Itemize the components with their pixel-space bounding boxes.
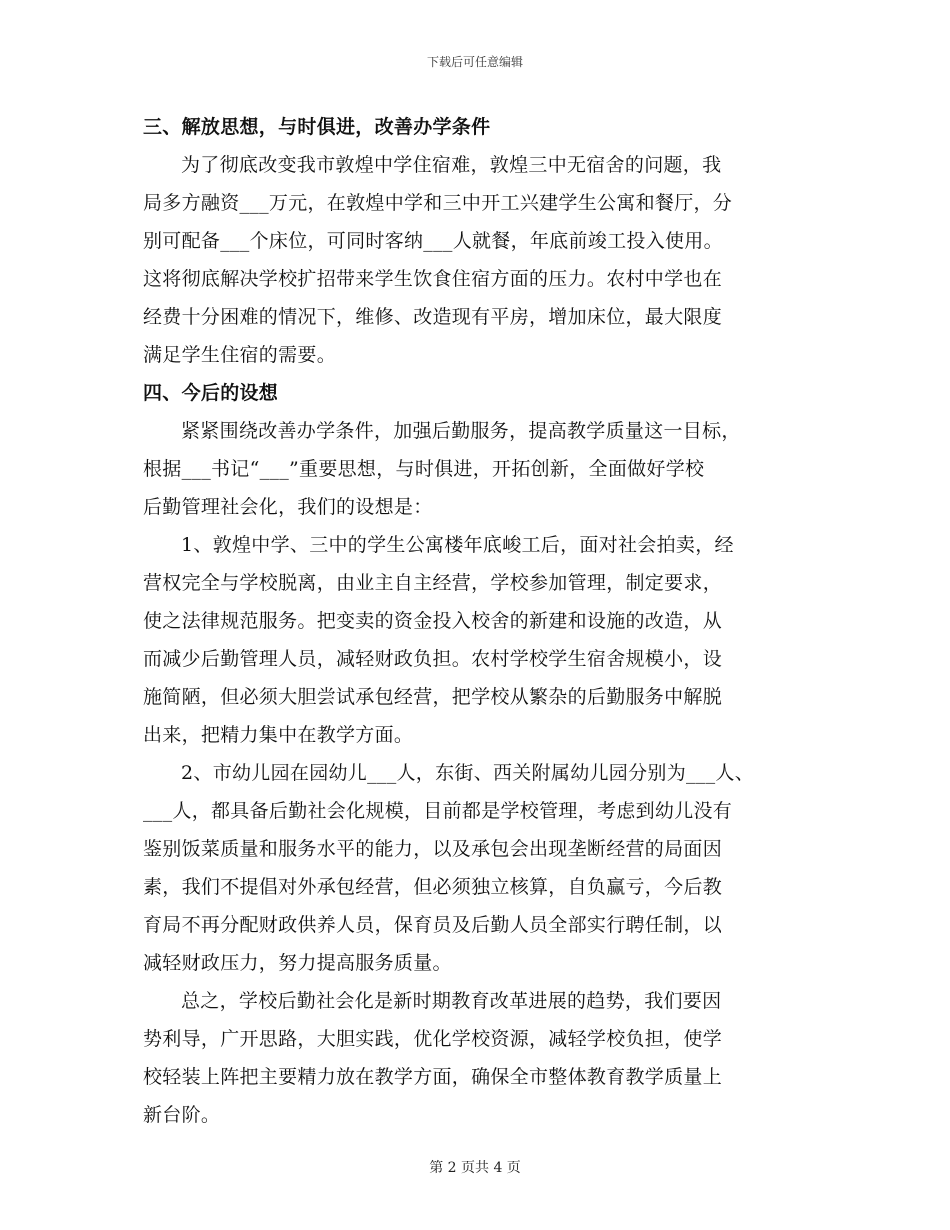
paragraph-line: 出来，把精力集中在教学方面。 <box>143 724 414 746</box>
paragraph-line: 素，我们不提倡对外承包经营，但必须独立核算，自负赢亏，今后教 <box>143 876 723 898</box>
paragraph-line: 1、敦煌中学、三中的学生公寓楼年底峻工后，面对社会拍卖，经 <box>181 534 734 556</box>
paragraph-line: 减轻财政压力，努力提高服务质量。 <box>143 952 452 974</box>
paragraph-line: 这将彻底解决学校扩招带来学生饮食住宿方面的压力。农村中学也在 <box>143 268 723 290</box>
paragraph-line: ___人，都具备后勤社会化规模，目前都是学校管理，考虑到幼儿没有 <box>143 800 733 822</box>
paragraph-line: 经费十分困难的情况下，维修、改造现有平房，增加床位，最大限度 <box>143 306 723 328</box>
paragraph-line: 校轻装上阵把主要精力放在教学方面，确保全市整体教育教学质量上 <box>143 1066 723 1088</box>
paragraph-line: 势利导，广开思路，大胆实践，优化学校资源，减轻学校负担，使学 <box>143 1028 723 1050</box>
paragraph-line: 而减少后勤管理人员，减轻财政负担。农村学校学生宿舍规模小，设 <box>143 648 723 670</box>
section-heading: 三、解放思想，与时俱进，改善办学条件 <box>143 116 491 138</box>
paragraph-line: 局多方融资___万元，在敦煌中学和三中开工兴建学生公寓和餐厅，分 <box>143 192 733 214</box>
page-number: 第 2 页共 4 页 <box>429 1160 521 1176</box>
paragraph-line: 根据___书记“___”重要思想，与时俱进，开拓创新，全面做好学校 <box>143 458 705 480</box>
paragraph-line: 2、市幼儿园在园幼儿___人，东街、西关附属幼儿园分别为___人、 <box>181 762 754 784</box>
document-body <box>143 108 818 1134</box>
paragraph-line: 满足学生住宿的需要。 <box>143 344 337 366</box>
paragraph-line: 总之，学校后勤社会化是新时期教育改革进展的趋势，我们要因 <box>181 990 722 1012</box>
paragraph-line: 别可配备___个床位，可同时客纳___人就餐，年底前竣工投入使用。 <box>143 230 723 252</box>
paragraph-line: 为了彻底改变我市敦煌中学住宿难，敦煌三中无宿舍的问题，我 <box>181 154 722 176</box>
paragraph-line: 营权完全与学校脱离，由业主自主经营，学校参加管理，制定要求， <box>143 572 723 594</box>
paragraph-line: 新台阶。 <box>143 1104 221 1126</box>
paragraph-line: 施简陋，但必须大胆尝试承包经营，把学校从繁杂的后勤服务中解脱 <box>143 686 723 708</box>
paragraph-line: 鉴别饭菜质量和服务水平的能力，以及承包会出现垄断经营的局面因 <box>143 838 723 860</box>
paragraph-line: 使之法律规范服务。把变卖的资金投入校舍的新建和设施的改造，从 <box>143 610 723 632</box>
paragraph-line: 紧紧围绕改善办学条件，加强后勤服务，提高教学质量这一目标， <box>181 420 741 442</box>
paragraph-line: 后勤管理社会化，我们的设想是： <box>143 496 433 518</box>
paragraph-line: 育局不再分配财政供养人员，保育员及后勤人员全部实行聘任制，以 <box>143 914 723 936</box>
section-heading: 四、今后的设想 <box>143 382 279 404</box>
page-header-note: 下载后可任意编辑 <box>426 55 523 69</box>
